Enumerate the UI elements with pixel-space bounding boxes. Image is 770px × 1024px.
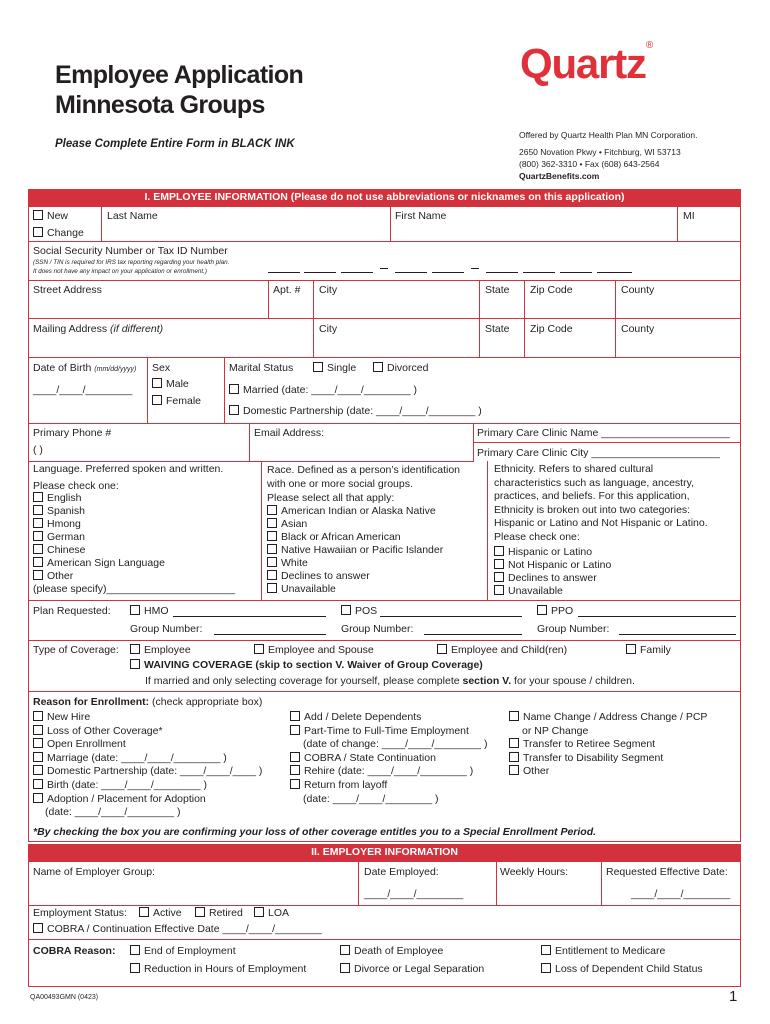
- dob-blank: ____/____/________: [33, 384, 133, 396]
- section-2-heading: II. EMPLOYER INFORMATION: [28, 844, 741, 861]
- ethnicity-title-line-3: Ethnicity is broken out into two categories:: [494, 503, 691, 516]
- end-employment-checkbox[interactable]: End of Employment: [130, 945, 236, 957]
- checkbox-icon: [509, 752, 519, 762]
- ethnicity-title-line-2: practices, and beliefs. For this application,: [494, 490, 690, 502]
- checkbox-icon: [33, 227, 43, 237]
- reason-option-c-3[interactable]: Other: [509, 765, 707, 779]
- race-title-line-2: Please select all that apply:: [267, 492, 395, 504]
- group-number-pos: Group Number:: [341, 623, 414, 635]
- state-label: State: [485, 284, 510, 296]
- female-checkbox[interactable]: Female: [152, 395, 201, 407]
- reason-option-b-3[interactable]: Rehire (date: ____/____/________ ): [290, 765, 488, 779]
- reason-option-c-2[interactable]: Transfer to Disability Segment: [509, 752, 707, 766]
- reason-option-b-0[interactable]: Add / Delete Dependents: [290, 711, 488, 725]
- checkbox-icon: [33, 505, 43, 515]
- checkbox-icon: [267, 518, 277, 528]
- special-enrollment-footnote: *By checking the box you are confirming your loss of other coverage entitles you to a Special Enrollment Period.: [33, 826, 597, 838]
- language-title: Language. Preferred spoken and written.: [33, 463, 224, 475]
- offered-by: Offered by Quartz Health Plan MN Corporation.: [519, 130, 698, 140]
- waiving-coverage-checkbox[interactable]: WAIVING COVERAGE (skip to section V. Waiver of Group Coverage): [130, 659, 483, 671]
- checkbox-icon: [33, 531, 43, 541]
- sex-label: Sex: [152, 362, 171, 374]
- checkbox-icon: [290, 711, 300, 721]
- reason-option-6[interactable]: Adoption / Placement for Adoption: [33, 793, 262, 807]
- pcp-change: or NP Change: [522, 724, 589, 737]
- apt-label: Apt. #: [273, 284, 301, 296]
- checkbox-icon: [33, 544, 43, 554]
- checkbox-icon: [254, 907, 264, 917]
- ink-instruction: Please Complete Entire Form in BLACK INK: [55, 138, 295, 150]
- checkbox-icon: [33, 779, 43, 789]
- employment-status-label: Employment Status:: [33, 907, 127, 919]
- checkbox-icon: [340, 945, 350, 955]
- company-phone: (800) 362-3310 • Fax (608) 643-2564: [519, 159, 660, 169]
- mailing-address-label: Mailing Address (if different): [33, 323, 164, 335]
- reason-option-2[interactable]: Open Enrollment: [33, 738, 262, 752]
- checkbox-icon: [313, 362, 323, 372]
- reason-option-c-0[interactable]: Name Change / Address Change / PCP: [509, 711, 707, 725]
- race-option-1[interactable]: Asian: [267, 518, 443, 531]
- reason-col-3: [509, 711, 707, 779]
- section-1-heading: I. EMPLOYEE INFORMATION (Please do not use abbreviations or nicknames on this application): [28, 189, 741, 206]
- ssn-note-1: (SSN / TIN is required for IRS tax reporting regarding your health plan.: [33, 259, 230, 266]
- reason-col-2: [290, 711, 488, 806]
- checkbox-icon: [373, 362, 383, 372]
- checkbox-icon: [33, 765, 43, 775]
- race-option-2[interactable]: Black or African American: [267, 531, 443, 544]
- checkbox-icon: [494, 559, 504, 569]
- ethnicity-list: [494, 546, 611, 598]
- checkbox-icon: [33, 570, 43, 580]
- type-of-coverage-label: Type of Coverage:: [33, 644, 119, 656]
- reduction-hours-checkbox[interactable]: Reduction in Hours of Employment: [130, 963, 306, 975]
- checkbox-icon: [494, 546, 504, 556]
- checkbox-icon: [290, 725, 300, 735]
- reason-option-c-1[interactable]: Transfer to Retiree Segment: [509, 738, 707, 752]
- race-title-line-0: Race. Defined as a person’s identification: [267, 464, 461, 476]
- checkbox-icon: [340, 963, 350, 973]
- checkbox-icon: [509, 738, 519, 748]
- coverage-spouse-checkbox[interactable]: Employee and Spouse: [254, 644, 374, 656]
- ethnicity-option-2[interactable]: Declines to answer: [494, 572, 611, 585]
- medicare-checkbox[interactable]: Entitlement to Medicare: [541, 945, 665, 957]
- language-option-3[interactable]: German: [33, 531, 165, 544]
- reason-option-1[interactable]: Loss of Other Coverage*: [33, 725, 262, 739]
- return-layoff-date: (date: ____/____/________ ): [303, 792, 439, 805]
- phone-area-code: ( ): [33, 444, 43, 456]
- checkbox-icon: [254, 644, 264, 654]
- mailing-county-label: County: [621, 323, 655, 335]
- ethnicity-title-line-0: Ethnicity. Refers to shared cultural: [494, 463, 654, 475]
- page-title: [55, 60, 303, 90]
- checkbox-icon: [139, 907, 149, 917]
- checkbox-icon: [541, 963, 551, 973]
- checkbox-icon: [290, 765, 300, 775]
- ethnicity-option-1[interactable]: Not Hispanic or Latino: [494, 559, 611, 572]
- group-number-ppo: Group Number:: [537, 623, 610, 635]
- reason-option-5[interactable]: Birth (date: ____/____/________ ): [33, 779, 262, 793]
- effective-date-label: Requested Effective Date:: [606, 866, 728, 878]
- checkbox-icon: [33, 492, 43, 502]
- race-option-3[interactable]: Native Hawaiian or Pacific Islander: [267, 544, 443, 557]
- checkbox-icon: [33, 752, 43, 762]
- male-checkbox[interactable]: Male: [152, 378, 189, 390]
- checkbox-icon: [130, 605, 140, 615]
- language-option-5[interactable]: American Sign Language: [33, 557, 165, 570]
- effective-date-blank: ____/____/________: [631, 888, 731, 900]
- checkbox-icon: [267, 557, 277, 567]
- domestic-partnership-checkbox[interactable]: Domestic Partnership (date: ____/____/________ ): [229, 405, 482, 417]
- page-title-line-2: Minnesota Groups: [55, 91, 265, 119]
- retired-checkbox[interactable]: Retired: [195, 907, 243, 919]
- checkbox-icon: [130, 644, 140, 654]
- language-instruction: Please check one:: [33, 480, 119, 492]
- adoption-date: (date: ____/____/________ ): [45, 806, 181, 818]
- cobra-reason-label: COBRA Reason:: [33, 945, 116, 957]
- weekly-hours-label: Weekly Hours:: [500, 866, 569, 878]
- checkbox-icon: [130, 659, 140, 669]
- reason-option-4[interactable]: Domestic Partnership (date: ____/____/____ ): [33, 765, 262, 779]
- quartz-logo: Quartz®: [520, 40, 652, 87]
- checkbox-icon: [541, 945, 551, 955]
- checkbox-icon: [267, 544, 277, 554]
- active-checkbox[interactable]: Active: [139, 907, 182, 919]
- checkbox-icon: [290, 779, 300, 789]
- language-option-1[interactable]: Spanish: [33, 505, 165, 518]
- divorce-checkbox[interactable]: Divorce or Legal Separation: [340, 963, 484, 975]
- checkbox-icon: [267, 505, 277, 515]
- checkbox-icon: [33, 725, 43, 735]
- coverage-children-checkbox[interactable]: Employee and Child(ren): [437, 644, 567, 656]
- date-employed-label: Date Employed:: [364, 866, 439, 878]
- language-specify: (please specify)______________________: [33, 583, 236, 595]
- ssn-note-2: It does not have any impact on your application or enrollment.): [33, 268, 207, 275]
- mailing-state-label: State: [485, 323, 510, 335]
- language-list: [33, 492, 165, 583]
- checkbox-icon: [626, 644, 636, 654]
- checkbox-icon: [33, 210, 43, 220]
- race-title: [267, 463, 460, 505]
- checkbox-icon: [130, 963, 140, 973]
- checkbox-icon: [195, 907, 205, 917]
- coverage-family-checkbox[interactable]: Family: [626, 644, 671, 656]
- reason-option-b-4[interactable]: Return from layoff: [290, 779, 488, 793]
- last-name-label: Last Name: [107, 210, 158, 222]
- checkbox-icon: [290, 752, 300, 762]
- pos-checkbox[interactable]: POS: [341, 605, 377, 617]
- cobra-continuation-checkbox[interactable]: COBRA / Continuation Effective Date ____/____/________: [33, 923, 322, 935]
- ethnicity-title-line-4: Hispanic or Latino and Not Hispanic or Latino.: [494, 517, 708, 529]
- ethnicity-option-3[interactable]: Unavailable: [494, 585, 611, 598]
- checkbox-icon: [341, 605, 351, 615]
- race-list: [267, 505, 443, 596]
- race-title-line-1: with one or more social groups.: [267, 478, 413, 490]
- marital-status-label: Marital Status: [229, 362, 294, 374]
- new-checkbox[interactable]: New: [33, 210, 68, 222]
- checkbox-icon: [229, 384, 239, 394]
- checkbox-icon: [509, 765, 519, 775]
- checkbox-icon: [33, 923, 43, 933]
- ethnicity-title-line-5: Please check one:: [494, 530, 580, 543]
- change-checkbox[interactable]: Change: [33, 227, 84, 239]
- mi-label: MI: [683, 210, 695, 222]
- reason-option-b-1[interactable]: Part-Time to Full-Time Employment: [290, 725, 488, 739]
- dob-label: Date of Birth (mm/dd/yyyy): [33, 362, 137, 374]
- company-address: 2650 Novation Pkwy • Fitchburg, WI 53713: [519, 147, 681, 157]
- checkbox-icon: [33, 711, 43, 721]
- zip-label: Zip Code: [530, 284, 573, 296]
- married-checkbox[interactable]: Married (date: ____/____/________ ): [229, 384, 417, 396]
- date-employed-blank: ____/____/________: [364, 888, 464, 900]
- checkbox-icon: [152, 395, 162, 405]
- street-address-label: Street Address: [33, 284, 102, 296]
- checkbox-icon: [33, 518, 43, 528]
- page-number: 1: [729, 988, 738, 1005]
- reason-for-enrollment-title: Reason for Enrollment: (check appropriate box): [33, 696, 263, 708]
- checkbox-icon: [494, 585, 504, 595]
- reason-option-0[interactable]: New Hire: [33, 711, 262, 725]
- title-line-1: Employee Application: [55, 61, 304, 89]
- language-option-2[interactable]: Hmong: [33, 518, 165, 531]
- mailing-zip-label: Zip Code: [530, 323, 573, 335]
- language-option-4[interactable]: Chinese: [33, 544, 165, 557]
- loa-checkbox[interactable]: LOA: [254, 907, 289, 919]
- single-checkbox[interactable]: Single: [313, 362, 356, 374]
- company-website: QuartzBenefits.com: [519, 171, 600, 181]
- checkbox-icon: [33, 793, 43, 803]
- checkbox-icon: [267, 531, 277, 541]
- loss-dependent-checkbox[interactable]: Loss of Dependent Child Status: [541, 963, 703, 975]
- language-option-6[interactable]: Other: [33, 570, 165, 583]
- employer-group-label: Name of Employer Group:: [33, 866, 155, 878]
- language-option-0[interactable]: English: [33, 492, 165, 505]
- checkbox-icon: [494, 572, 504, 582]
- county-label: County: [621, 284, 655, 296]
- married-note: If married and only selecting coverage for yourself, please complete section V. for your spouse / children.: [145, 675, 635, 687]
- race-option-0[interactable]: American Indian or Alaska Native: [267, 505, 443, 518]
- death-employee-checkbox[interactable]: Death of Employee: [340, 945, 443, 957]
- email-label: Email Address:: [254, 427, 325, 439]
- hmo-checkbox[interactable]: HMO: [130, 605, 169, 617]
- first-name-label: First Name: [395, 210, 447, 222]
- race-option-4[interactable]: White: [267, 557, 443, 570]
- clinic-city-label: Primary Care Clinic City ______________________: [477, 447, 720, 459]
- date-of-change: (date of change: ____/____/________ ): [303, 738, 488, 751]
- form-code: QA00493GMN (0423): [30, 994, 99, 1001]
- checkbox-icon: [229, 405, 239, 415]
- coverage-employee-checkbox[interactable]: Employee: [130, 644, 191, 656]
- reason-col-1: [33, 711, 262, 806]
- primary-phone-label: Primary Phone #: [33, 427, 112, 439]
- checkbox-icon: [509, 711, 519, 721]
- clinic-name-label: Primary Care Clinic Name ______________________: [477, 427, 730, 439]
- ssn-label: Social Security Number or Tax ID Number: [33, 245, 228, 257]
- ethnicity-option-0[interactable]: Hispanic or Latino: [494, 546, 611, 559]
- checkbox-icon: [152, 378, 162, 388]
- race-option-6[interactable]: Unavailable: [267, 583, 443, 596]
- plan-requested-label: Plan Requested:: [33, 605, 111, 617]
- mailing-city-label: City: [319, 323, 338, 335]
- checkbox-icon: [267, 570, 277, 580]
- divorced-checkbox[interactable]: Divorced: [373, 362, 428, 374]
- checkbox-icon: [437, 644, 447, 654]
- ethnicity-title: [494, 463, 708, 544]
- reason-option-b-2[interactable]: COBRA / State Continuation: [290, 752, 488, 766]
- checkbox-icon: [33, 557, 43, 567]
- checkbox-icon: [33, 738, 43, 748]
- race-option-5[interactable]: Declines to answer: [267, 570, 443, 583]
- checkbox-icon: [537, 605, 547, 615]
- ppo-checkbox[interactable]: PPO: [537, 605, 573, 617]
- reason-option-3[interactable]: Marriage (date: ____/____/________ ): [33, 752, 262, 766]
- checkbox-icon: [267, 583, 277, 593]
- ethnicity-title-line-1: characteristics such as language, ancestry,: [494, 476, 694, 489]
- group-number-hmo: Group Number:: [130, 623, 203, 635]
- checkbox-icon: [130, 945, 140, 955]
- city-label: City: [319, 284, 338, 296]
